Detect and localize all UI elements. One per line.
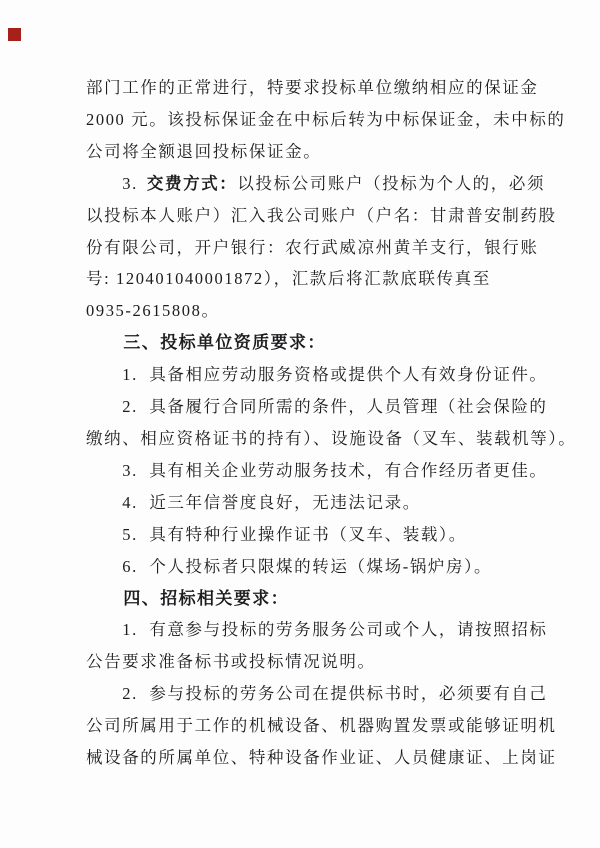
document-body <box>86 72 577 774</box>
item-number: 3. <box>122 173 138 193</box>
qualification-item-5: 5. 具有特种行业操作证书（叉车、装载）。 <box>122 524 467 544</box>
qualification-item-4: 4. 近三年信誉度良好，无违法记录。 <box>122 492 421 512</box>
qualification-item-2-line2: 缴纳、相应资格证书的持有）、设施设备（叉车、装载机等）。 <box>86 428 577 448</box>
qualification-item-1: 1. 具备相应劳动服务资格或提供个人有效身份证件。 <box>122 365 548 385</box>
paragraph-deposit-line1: 部门工作的正常进行，特要求投标单位缴纳相应的保证金 <box>86 78 539 97</box>
paragraph-deposit-line3: 公司将全额退回投标保证金。 <box>86 141 322 161</box>
paragraph-payment-line5: 0935-2615808。 <box>86 301 220 321</box>
qualification-item-3: 3. 具有相关企业劳动服务技术，有合作经历者更佳。 <box>122 460 548 480</box>
paragraph-deposit-line2: 2000 元。该投标保证金在中标后转为中标保证金，未中标的 <box>86 109 566 129</box>
section-heading-qualifications: 三、投标单位资质要求： <box>123 333 326 353</box>
requirement-item-1-line2: 公告要求准备标书或投标情况说明。 <box>86 652 376 672</box>
section-heading-requirements: 四、招标相关要求： <box>123 588 289 608</box>
paragraph-payment-line1 <box>86 168 546 200</box>
paragraph-payment-line4: 号: 120401040001872），汇款后将汇款底联传真至 <box>86 269 491 289</box>
payment-method-label: 交费方式： <box>146 173 238 193</box>
requirement-item-2-line2: 公司所属用于工作的机械设备、机器购置发票或能够证明机 <box>86 716 557 736</box>
payment-method-text: 以投标公司账户（投标为个人的，必须 <box>237 173 546 193</box>
requirement-item-2-line1: 2. 参与投标的劳务公司在提供标书时，必须要有自己 <box>122 684 548 704</box>
requirement-item-1-line1: 1. 有意参与投标的劳务服务公司或个人，请按照招标 <box>122 620 548 640</box>
requirement-item-2-line3: 械设备的所属单位、特种设备作业证、人员健康证、上岗证 <box>86 748 557 768</box>
paragraph-payment-line2: 以投标本人账户）汇入我公司账户（户名：甘肃普安制药股 <box>86 205 557 225</box>
red-marker <box>8 28 21 41</box>
qualification-item-6: 6. 个人投标者只限煤的转运（煤场-锅炉房）。 <box>122 556 493 576</box>
paragraph-payment-line3: 份有限公司，开户银行：农行武威凉州黄羊支行，银行账 <box>86 237 539 257</box>
qualification-item-2-line1: 2. 具备履行合同所需的条件，人员管理（社会保险的 <box>122 397 548 417</box>
